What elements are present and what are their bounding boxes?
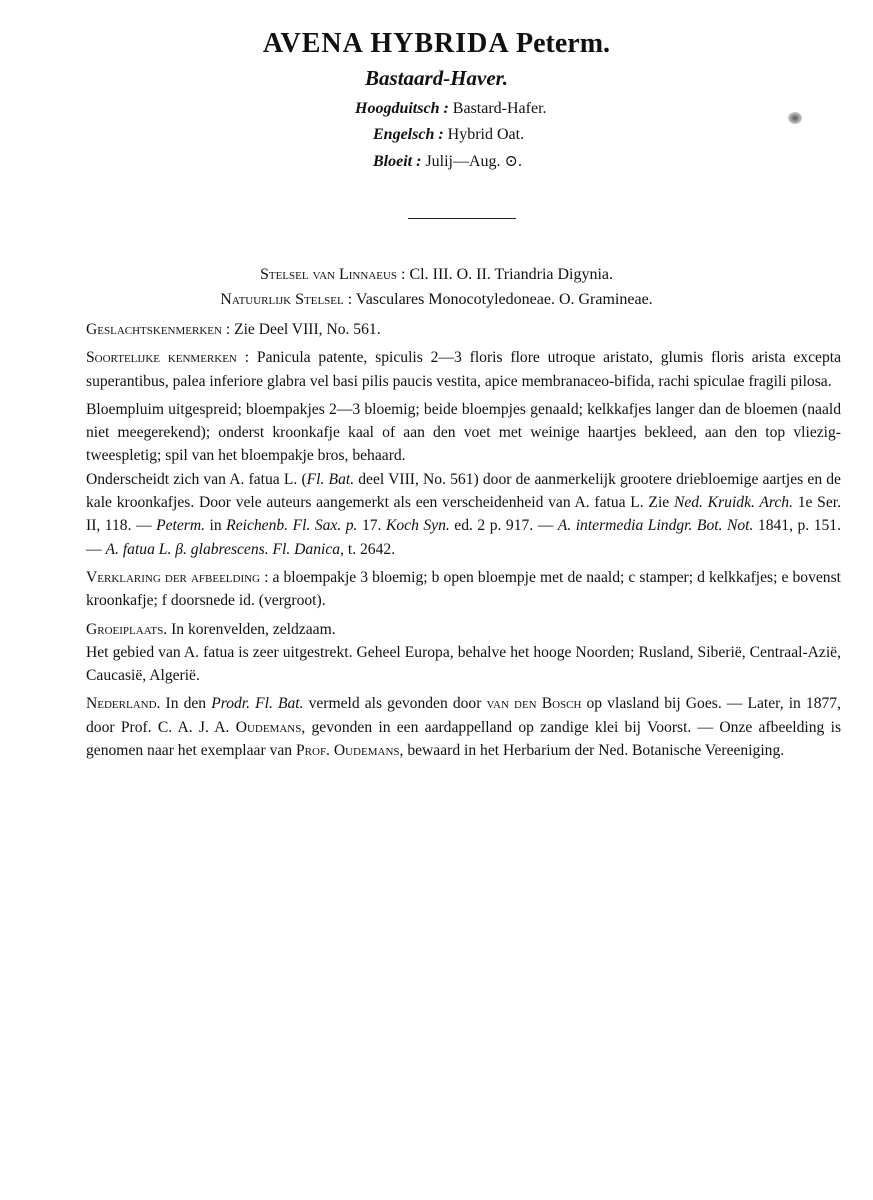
text-run: Onderscheidt zich van A. fatua L. ( — [86, 470, 307, 488]
text-run: ed. 2 p. 917. — — [449, 517, 558, 535]
distribution: Het gebied van A. fatua is zeer uitgestrekt. Geheel Europa, behalve het hooge Noorden; Rusland, Siberië, Centraal-Azië, Caucasië, Algerië. — [86, 643, 841, 685]
linnaeus-value: Cl. III. O. II. Triandria Digynia. — [409, 266, 614, 283]
species-label: Soortelijke kenmerken : — [86, 349, 250, 367]
figure-explanation — [86, 566, 841, 613]
species-name: AVENA HYBRIDA — [262, 28, 509, 59]
name-english-label: Engelsch : — [373, 126, 444, 143]
netherlands-label: Nederland. — [86, 695, 161, 713]
name-german-label: Hoogduitsch : — [355, 100, 449, 117]
citation: Ned. Kruidk. Arch. — [673, 494, 793, 512]
species-author: Peterm. — [516, 28, 611, 59]
common-name: Bastaard-Haver. — [365, 66, 508, 90]
person-name: van den Bosch — [486, 695, 582, 713]
habitat — [86, 618, 841, 641]
citation: Prodr. Fl. Bat. — [211, 695, 304, 713]
divider — [408, 218, 516, 219]
citation: A. intermedia Lindgr. Bot. Not. — [557, 517, 754, 535]
text-run: In den — [165, 695, 212, 713]
person-name: Oudemans — [235, 718, 302, 736]
person-name: Prof. Oudemans — [295, 742, 400, 760]
name-english-value: Hybrid Oat. — [447, 126, 525, 143]
figure-label: Verklaring der afbeelding : — [86, 568, 269, 586]
natural-value: Vasculares Monocotyledoneae. O. Gramineae. — [355, 291, 653, 308]
species-value: Panicula patente, spiculis 2—3 floris flore utroque aristato, glumis floris arista excepta superantibus, palea inferiore glabra vel basi pilis paucis vestita, apice membranaceo-bifida, rachi spiculae fragili pilosa. — [86, 349, 841, 390]
text-run: , t. 2642. — [340, 540, 396, 558]
text-run: op vlasland bij Goes. — Later, in 1877, door Prof. C. A. J. A. — [86, 695, 841, 736]
genus-characters — [86, 318, 841, 341]
citation: A. fatua L. β. glabrescens. Fl. Danica — [105, 540, 341, 558]
page-title — [0, 28, 873, 60]
name-german — [355, 100, 547, 118]
dutch-description: Bloempluim uitgespreid; bloempakjes 2—3 bloemig; beide bloempjes genaald; kelkkafjes langer dan de bloemen (naald niet meegerekend); onderst kroonkafje kaal of aan den voet met weinige haartjes bekleed, aan den top vliezig-tweespletig; spil van het bloempakje bros, behaard. — [86, 400, 841, 465]
flowering-period — [373, 151, 522, 171]
text-run: 17. — [357, 517, 386, 535]
text-run: vermeld als gevonden door — [303, 695, 487, 713]
distinction-paragraph — [86, 468, 841, 561]
habitat-label: Groeiplaats. — [86, 620, 168, 638]
natural-system — [0, 291, 873, 309]
name-german-value: Bastard-Hafer. — [452, 100, 547, 117]
flowering-value: Julij—Aug. ⊙. — [425, 153, 522, 170]
ink-spot — [788, 112, 802, 124]
citation: Koch Syn. — [385, 517, 450, 535]
text-run: 1841, p. 151. — — [86, 517, 841, 558]
name-english — [373, 126, 524, 144]
linnaeus-label: Stelsel van Linnaeus : — [259, 266, 406, 283]
genus-label: Geslachtskenmerken : — [86, 321, 231, 338]
description-body — [86, 318, 841, 762]
text-run: , gevonden in een aardappelland op zandige klei bij Voorst. — Onze afbeelding is genomen naar het exemplaar van — [86, 718, 842, 760]
text-run: in — [205, 517, 227, 535]
text-run: , bewaard in het Herbarium der Ned. Botanische Vereeniging. — [399, 742, 785, 760]
figure-value: a bloempakje 3 bloemig; b open bloempje met de naald; c stamper; d kelkkafjes; e bovenst kroonkafje; f doorsnede id. (vergroot). — [86, 568, 841, 610]
natural-label: Natuurlijk Stelsel : — [220, 291, 353, 308]
flowering-label: Bloeit : — [373, 153, 422, 170]
genus-value: Zie Deel VIII, No. 561. — [234, 321, 381, 338]
linnaeus-system — [0, 266, 873, 284]
text-run: 1e Ser. II, 118. — — [86, 494, 841, 535]
habitat-value: In korenvelden, zeldzaam. — [171, 620, 336, 638]
citation: Fl. Bat. — [306, 470, 355, 488]
netherlands-record — [86, 692, 841, 762]
text-run: deel VIII, No. 561) door de aanmerkelijk grootere driebloemige aartjes en de kale kroonkafjes. Door vele auteurs aangemerkt als een verscheidenheid van A. fatua L. Zie — [86, 470, 841, 512]
species-characters — [86, 346, 841, 393]
citation: Peterm. — [156, 517, 206, 535]
citation: Reichenb. Fl. Sax. p. — [226, 517, 358, 535]
